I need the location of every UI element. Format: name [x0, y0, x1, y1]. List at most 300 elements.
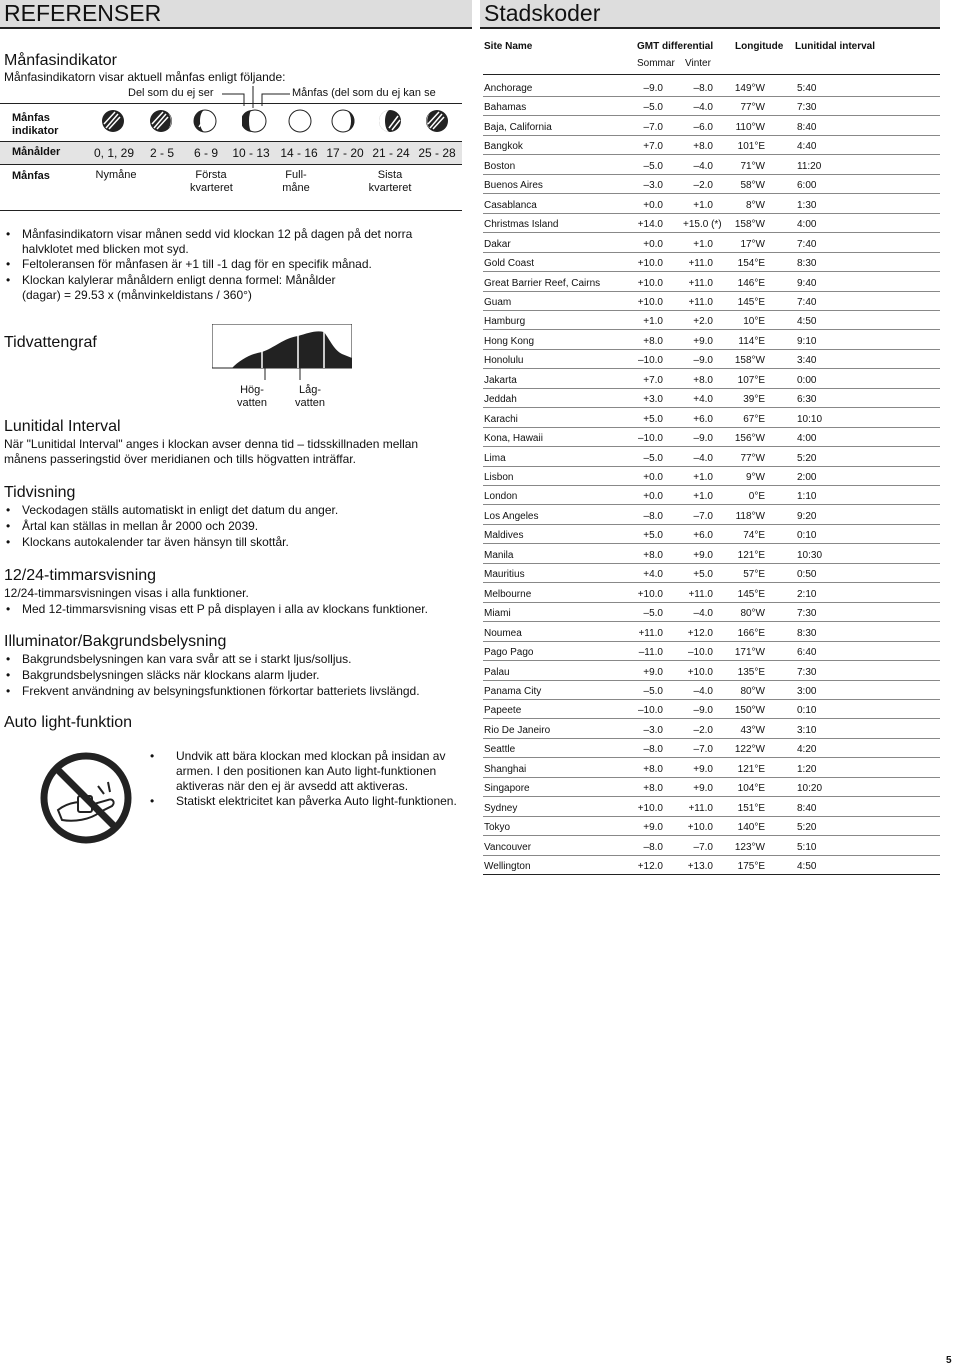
moon-title: Månfasindikator	[4, 52, 117, 69]
lunitidal-interval: 9:10	[797, 335, 817, 347]
gmt-winter: +9.0	[693, 783, 713, 795]
city-name: Rio De Janeiro	[484, 724, 551, 736]
longitude: 151°E	[737, 802, 765, 814]
longitude: 118°W	[735, 510, 765, 522]
gmt-summer: +5.0	[643, 530, 663, 542]
gmt-summer: –7.0	[643, 121, 663, 133]
gmt-winter: –4.0	[693, 102, 713, 114]
gmt-summer: +8.0	[643, 783, 663, 795]
row-rule	[483, 271, 940, 272]
gmt-summer: –3.0	[643, 180, 663, 192]
gmt-summer: –11.0	[638, 647, 663, 659]
city-name: Seattle	[484, 744, 516, 756]
gmt-summer: –3.0	[643, 724, 663, 736]
gmt-summer: –5.0	[643, 452, 663, 464]
row-rule	[483, 252, 940, 253]
city-name: Jakarta	[484, 374, 517, 386]
phase-label: Första kvarteret	[190, 169, 233, 194]
row-rule	[483, 660, 940, 661]
header-interval: Lunitidal interval	[795, 41, 876, 52]
bullet-text: Veckodagen ställs automatiskt in enligt det datum du anger.	[22, 503, 339, 517]
lunitidal-interval: 11:20	[797, 160, 822, 172]
gmt-winter: +6.0	[693, 530, 713, 542]
tidvisning-bullet: • Årtal kan ställas in mellan år 2000 och 2039.	[6, 519, 456, 534]
bullet-text: Klockan kalylerar månåldern enligt denna formel: Månålder (dagar) = 29.53 x (månvinkeldistans / 360°)	[22, 273, 336, 302]
autolight-bullet: • Undvik att bära klockan med klockan på insidan av armen. I den positionen kan Auto light-funktionen aktiveras när den ej är avsedd att aktiveras.	[150, 749, 446, 793]
gmt-summer: +9.0	[643, 666, 663, 678]
illum-bullet: • Bakgrundsbelysningen släcks när klockans alarm ljuder.	[6, 668, 464, 683]
longitude: 158°W	[734, 219, 765, 231]
gmt-winter: +9.0	[693, 549, 713, 561]
lunitidal-interval: 4:40	[797, 141, 817, 153]
gmt-winter: –6.0	[693, 121, 713, 133]
city-name: Pago Pago	[484, 647, 534, 659]
bullet-text: Bakgrundsbelysningen kan vara svår att se i starkt ljus/solljus.	[22, 652, 352, 666]
gmt-summer: –10.0	[637, 433, 663, 445]
row-rule	[483, 757, 940, 758]
gmt-winter: –9.0	[693, 433, 713, 445]
longitude: 74°E	[743, 530, 765, 542]
longitude: 135°E	[737, 666, 765, 678]
row-rule	[483, 388, 940, 389]
gmt-winter: –7.0	[693, 744, 713, 756]
moon-bullet: • Klockan kalylerar månåldern enligt denna formel: Månålder (dagar) = 29.53 x (månvinkeldistans / 360°)	[6, 273, 336, 302]
longitude: 57°E	[743, 569, 765, 581]
row-rule	[483, 816, 940, 817]
longitude: 71°W	[740, 160, 765, 172]
right-section-header	[480, 0, 940, 29]
lunitidal-interval: 8:40	[797, 121, 817, 133]
row-rule	[483, 485, 940, 486]
row-rule	[483, 835, 940, 836]
row-rule	[483, 621, 940, 622]
row-rule	[483, 796, 940, 797]
city-name: Lisbon	[484, 472, 514, 483]
gmt-summer: +8.0	[643, 549, 663, 561]
gmt-summer: –5.0	[643, 102, 663, 114]
row-label-indicator: Månfas indikator	[12, 112, 59, 137]
gmt-summer: +14.0	[637, 219, 663, 231]
row-rule	[483, 213, 940, 214]
city-name: Dakar	[484, 238, 511, 250]
row-rule	[483, 602, 940, 603]
bullet-text: Med 12-timmarsvisning visas ett P på displayen i alla av klockans funktioner.	[22, 602, 428, 616]
age-cell: 17 - 20	[326, 146, 364, 160]
lunitidal-interval: 8:40	[797, 802, 817, 814]
bullet-text: Frekvent användning av belsyningsfunktionen förkortar batteriets livslängd.	[22, 684, 420, 698]
longitude: 77°W	[740, 102, 765, 114]
longitude: 43°W	[740, 724, 765, 736]
left-section-header	[0, 0, 472, 29]
moon-bullet: • Månfasindikatorn visar månen sedd vid klockan 12 på dagen på det norra halvklotet med blicken mot syd.	[6, 227, 456, 257]
longitude: 123°W	[734, 841, 765, 853]
gmt-winter: +10.0	[687, 666, 713, 678]
moon-intro: Månfasindikatorn visar aktuell månfas enligt följande:	[4, 70, 286, 84]
gmt-summer: +8.0	[643, 763, 663, 775]
city-name: Shanghai	[484, 763, 527, 775]
city-name: Christmas Island	[484, 219, 559, 231]
header-gmt: GMT differential	[637, 41, 714, 52]
lunitidal-interval: 0:00	[797, 374, 817, 386]
row-rule	[483, 680, 940, 681]
lunitidal-interval: 4:00	[797, 433, 817, 445]
lunitidal-interval: 2:10	[797, 588, 817, 600]
age-cell: 0, 1, 29	[93, 146, 135, 160]
row-rule	[483, 174, 940, 175]
lunitidal-interval: 8:30	[797, 258, 817, 270]
lunitidal-interval: 6:30	[797, 394, 817, 406]
lunitidal-interval: 1:30	[797, 199, 817, 211]
gmt-summer: –10.0	[637, 355, 663, 367]
gmt-winter: –10.0	[687, 647, 713, 659]
gmt-winter: +11.0	[688, 296, 713, 308]
gmt-summer: +0.0	[643, 238, 663, 250]
city-name: Melbourne	[484, 588, 532, 600]
longitude: 10°E	[743, 316, 765, 328]
city-name: Wellington	[484, 861, 531, 872]
city-name: Honolulu	[484, 355, 524, 367]
row-rule	[483, 349, 940, 350]
age-cell: 14 - 16	[280, 146, 318, 160]
longitude: 39°E	[743, 394, 765, 406]
moon-table-line	[0, 164, 462, 165]
city-name: Jeddah	[484, 394, 517, 406]
age-cell: 6 - 9	[193, 146, 218, 160]
lunitidal-interval: 0:10	[797, 705, 817, 717]
row-rule	[483, 427, 940, 428]
row-rule	[483, 855, 940, 856]
longitude: 158°W	[734, 355, 765, 367]
city-table	[483, 40, 940, 880]
gmt-winter: +13.0	[687, 861, 713, 872]
lunitidal-interval: 9:40	[797, 277, 817, 289]
gmt-summer: –8.0	[643, 841, 663, 853]
longitude: 67°E	[743, 413, 765, 425]
illum-title: Illuminator/Bakgrundsbelysning	[4, 633, 227, 650]
gmt-winter: +15.0 (*)	[683, 219, 722, 231]
city-name: Anchorage	[484, 83, 533, 94]
lunitidal-interval: 7:30	[797, 608, 817, 620]
gmt-summer: –5.0	[643, 685, 663, 697]
row-rule	[483, 291, 940, 292]
age-cell: 2 - 5	[149, 146, 174, 160]
longitude: 150°W	[734, 705, 765, 717]
city-name: Maldives	[484, 530, 524, 542]
city-name: Lima	[484, 452, 506, 464]
city-name: Buenos Aires	[484, 180, 543, 192]
lunitidal-interval: 1:20	[797, 763, 817, 775]
header-rule	[483, 74, 940, 75]
header-winter: Vinter	[685, 58, 711, 69]
gmt-summer: –8.0	[643, 510, 663, 522]
age-cell: 21 - 24	[372, 146, 410, 160]
longitude: 9°W	[746, 472, 765, 483]
tide-title: Tidvattengraf	[4, 334, 97, 351]
lunitidal-interval: 3:10	[797, 724, 817, 736]
high-tide-label: Hög- vatten	[237, 384, 267, 409]
tide-graph	[212, 324, 352, 380]
lunitidal-interval: 10:30	[797, 549, 823, 561]
gmt-summer: +0.0	[643, 199, 663, 211]
autolight-bullets	[150, 749, 460, 809]
gmt-winter: +9.0	[693, 335, 713, 347]
gmt-winter: –2.0	[693, 724, 713, 736]
lunitidal-interval: 8:30	[797, 627, 817, 639]
row-rule	[483, 699, 940, 700]
phase-label: Nymåne	[95, 169, 137, 181]
city-name: Manila	[484, 549, 514, 561]
gmt-summer: +12.0	[637, 861, 663, 872]
bullet-text: Bakgrundsbelysningen släcks när klockans alarm ljuder.	[22, 668, 320, 682]
row-rule	[483, 115, 940, 116]
city-name: Panama City	[484, 685, 542, 697]
moon-table-line	[0, 141, 462, 142]
row-rule	[483, 641, 940, 642]
lunitidal-interval: 10:20	[797, 783, 823, 795]
gmt-winter: –4.0	[693, 685, 713, 697]
gmt-summer: +3.0	[643, 394, 663, 406]
longitude: 145°E	[737, 296, 765, 308]
gmt-winter: +6.0	[693, 413, 713, 425]
gmt-summer: +10.0	[637, 258, 663, 270]
row-rule	[483, 96, 940, 97]
longitude: 80°W	[740, 685, 765, 697]
longitude: 114°E	[738, 335, 765, 347]
gmt-winter: +2.0	[693, 316, 713, 328]
lunitidal-interval: 0:10	[797, 530, 817, 542]
city-name: Miami	[484, 608, 511, 620]
moon-phase-icon	[192, 108, 218, 134]
gmt-winter: –4.0	[693, 608, 713, 620]
gmt-winter: +8.0	[693, 141, 713, 153]
gmt-summer: –8.0	[643, 744, 663, 756]
autolight-title: Auto light-funktion	[4, 714, 133, 731]
longitude: 101°E	[737, 141, 765, 153]
longitude: 121°E	[737, 549, 765, 561]
moon-phase-icon	[242, 108, 268, 134]
tidvisning-bullet: • Veckodagen ställs automatiskt in enligt det datum du anger.	[6, 503, 456, 518]
bullet-text: Månfasindikatorn visar månen sedd vid klockan 12 på dagen på det norra halvklotet med blicken mot syd.	[22, 227, 413, 256]
gmt-summer: –5.0	[643, 608, 663, 620]
row-rule	[483, 368, 940, 369]
city-name: Kona, Hawaii	[484, 433, 543, 445]
gmt-winter: +4.0	[693, 394, 713, 406]
lunitidal-interval: 1:10	[797, 491, 817, 503]
gmt-summer: +0.0	[643, 472, 663, 483]
gmt-winter: +1.0	[693, 472, 713, 483]
row-rule	[483, 582, 940, 583]
gmt-winter: +1.0	[693, 199, 713, 211]
header-summer: Sommar	[637, 58, 675, 69]
row-rule	[483, 504, 940, 505]
row-rule	[483, 874, 940, 875]
city-name: Palau	[484, 666, 510, 678]
gmt-summer: +7.0	[643, 141, 663, 153]
city-name: Tokyo	[484, 822, 511, 834]
illum-bullet: • Frekvent användning av belsyningsfunktionen förkortar batteriets livslängd.	[6, 684, 464, 699]
row-rule	[483, 329, 940, 330]
autolight-bullet: • Statiskt elektricitet kan påverka Auto light-funktionen.	[150, 794, 457, 808]
lunitidal-interval: 5:40	[797, 83, 817, 94]
longitude: 110°W	[735, 121, 765, 133]
city-name: Boston	[484, 160, 516, 172]
gmt-winter: +1.0	[693, 491, 713, 503]
gmt-summer: +9.0	[643, 822, 663, 834]
moon-phase-icon	[287, 108, 313, 134]
gmt-summer: +0.0	[643, 491, 663, 503]
moon-phase-icon	[148, 108, 174, 134]
city-name: Great Barrier Reef, Cairns	[484, 277, 601, 289]
longitude: 77°W	[740, 452, 765, 464]
longitude: 145°E	[737, 588, 765, 600]
row-rule	[483, 310, 940, 311]
row-rule	[483, 154, 940, 155]
lunitidal-interval: 9:20	[797, 510, 817, 522]
longitude: 154°E	[737, 258, 765, 270]
gmt-winter: +1.0	[693, 238, 713, 250]
lunitidal-interval: 3:40	[797, 355, 817, 367]
gmt-winter: +11.0	[688, 258, 713, 270]
city-name: Gold Coast	[484, 258, 535, 270]
row-rule	[483, 232, 940, 233]
gmt-winter: –4.0	[693, 160, 713, 172]
age-cell: 25 - 28	[418, 146, 456, 160]
longitude: 8°W	[746, 199, 765, 211]
tidvisning-bullet: • Klockans autokalender tar även hänsyn till skottår.	[6, 535, 456, 550]
row-rule	[483, 446, 940, 447]
gmt-summer: –9.0	[643, 83, 663, 94]
row-rule	[483, 718, 940, 719]
moon-phase-icon	[100, 108, 126, 134]
longitude: 175°E	[737, 861, 765, 872]
longitude: 156°W	[734, 433, 765, 445]
gmt-winter: –9.0	[693, 705, 713, 717]
h1224-text: 12/24-timmarsvisningen visas i alla funktioner.	[4, 586, 249, 600]
gmt-winter: +5.0	[693, 569, 713, 581]
tidvisning-title: Tidvisning	[4, 484, 76, 501]
gmt-winter: –8.0	[693, 83, 713, 94]
row-label-age: Månålder	[12, 146, 61, 158]
gmt-winter: +11.0	[688, 277, 713, 289]
row-rule	[483, 466, 940, 467]
moon-phase-icon	[330, 108, 356, 134]
right-header-title: Stadskoder	[484, 0, 601, 26]
longitude: 146°E	[737, 277, 765, 289]
city-name: Mauritius	[484, 569, 525, 581]
illum-bullet: • Bakgrundsbelysningen kan vara svår att se i starkt ljus/solljus.	[6, 652, 464, 667]
city-name: Casablanca	[484, 199, 537, 211]
page-number: 5	[946, 1355, 952, 1366]
gmt-winter: +10.0	[687, 822, 713, 834]
h1224-bullet: • Med 12-timmarsvisning visas ett P på displayen i alla av klockans funktioner.	[6, 602, 464, 617]
city-name: Hong Kong	[484, 335, 535, 347]
bullet-text: Undvik att bära klockan med klockan på insidan av armen. I den positionen kan Auto light-funktionen aktiveras när den ej är avsedd att aktiveras.	[176, 749, 446, 793]
gmt-winter: –2.0	[693, 180, 713, 192]
moon-phase-icon	[424, 108, 450, 134]
lunitidal-interval: 7:30	[797, 102, 817, 114]
city-name: Bahamas	[484, 102, 527, 114]
lunitidal-interval: 0:50	[797, 569, 817, 581]
city-name: Vancouver	[484, 841, 532, 853]
city-name: Noumea	[484, 627, 522, 639]
city-name: Hamburg	[484, 316, 526, 328]
gmt-winter: +11.0	[688, 588, 713, 600]
city-name: Karachi	[484, 413, 518, 425]
gmt-summer: +10.0	[637, 277, 663, 289]
gmt-summer: +5.0	[643, 413, 663, 425]
longitude: 122°W	[734, 744, 765, 756]
row-rule	[483, 135, 940, 136]
gmt-summer: +10.0	[637, 296, 663, 308]
gmt-winter: –4.0	[693, 452, 713, 464]
lunitidal-interval: 3:00	[797, 685, 817, 697]
legend-left: Del som du ej ser	[128, 87, 214, 99]
lunitidal-interval: 5:20	[797, 822, 817, 834]
row-rule	[483, 563, 940, 564]
lunitidal-interval: 7:30	[797, 666, 817, 678]
gmt-summer: +7.0	[643, 374, 663, 386]
longitude: 104°E	[737, 783, 765, 795]
lunitidal-interval: 6:00	[797, 180, 817, 192]
lunitidal-interval: 5:10	[797, 841, 817, 853]
row-rule	[483, 193, 940, 194]
row-rule	[483, 407, 940, 408]
moon-phase-icon	[377, 108, 403, 134]
gmt-winter: –7.0	[693, 841, 713, 853]
lunitidal-interval: 4:00	[797, 219, 817, 231]
bullet-text: Statiskt elektricitet kan påverka Auto light-funktionen.	[176, 794, 457, 808]
gmt-summer: +10.0	[637, 802, 663, 814]
longitude: 140°E	[737, 822, 765, 834]
age-cell: 10 - 13	[232, 146, 270, 160]
moon-bullet: • Feltoleransen för månfasen är +1 till -1 dag för en specifik månad.	[6, 257, 456, 272]
lunitidal-text: När "Lunitidal Interval" anges i klockan avser denna tid – tidsskillnaden mellan månens passeringstid över meridianen och tills högvatten inträffar.	[4, 437, 419, 466]
lunitidal-interval: 2:00	[797, 472, 817, 483]
gmt-summer: +1.0	[643, 316, 663, 328]
city-name: Bangkok	[484, 141, 523, 153]
row-rule	[483, 777, 940, 778]
longitude: 121°E	[737, 763, 765, 775]
row-label-phase: Månfas	[12, 170, 50, 182]
lunitidal-interval: 7:40	[797, 238, 817, 250]
city-name: Singapore	[484, 783, 530, 795]
gmt-winter: +8.0	[693, 374, 713, 386]
lunitidal-interval: 7:40	[797, 296, 817, 308]
header-longitude: Longitude	[735, 41, 784, 52]
bullet-text: Feltoleransen för månfasen är +1 till -1 dag för en specifik månad.	[22, 257, 372, 271]
gmt-winter: +12.0	[687, 627, 713, 639]
gmt-summer: +8.0	[643, 335, 663, 347]
lunitidal-interval: 4:50	[797, 861, 817, 872]
lunitidal-interval: 4:50	[797, 316, 817, 328]
row-rule	[483, 738, 940, 739]
lunitidal-interval: 6:40	[797, 647, 817, 659]
city-name: Guam	[484, 296, 512, 308]
h1224-title: 12/24-timmarsvisning	[4, 567, 157, 584]
left-header-title: REFERENSER	[4, 0, 162, 26]
low-tide-label: Låg- vatten	[295, 384, 325, 409]
row-rule	[483, 543, 940, 544]
gmt-summer: –10.0	[637, 705, 663, 717]
phase-label: Full- måne	[282, 169, 310, 194]
longitude: 80°W	[740, 608, 765, 620]
gmt-winter: –9.0	[693, 355, 713, 367]
gmt-winter: –7.0	[693, 510, 713, 522]
longitude: 17°W	[740, 238, 765, 250]
gmt-winter: +9.0	[693, 763, 713, 775]
lunitidal-interval: 5:20	[797, 452, 817, 464]
moon-table-bottom-line	[0, 210, 462, 211]
